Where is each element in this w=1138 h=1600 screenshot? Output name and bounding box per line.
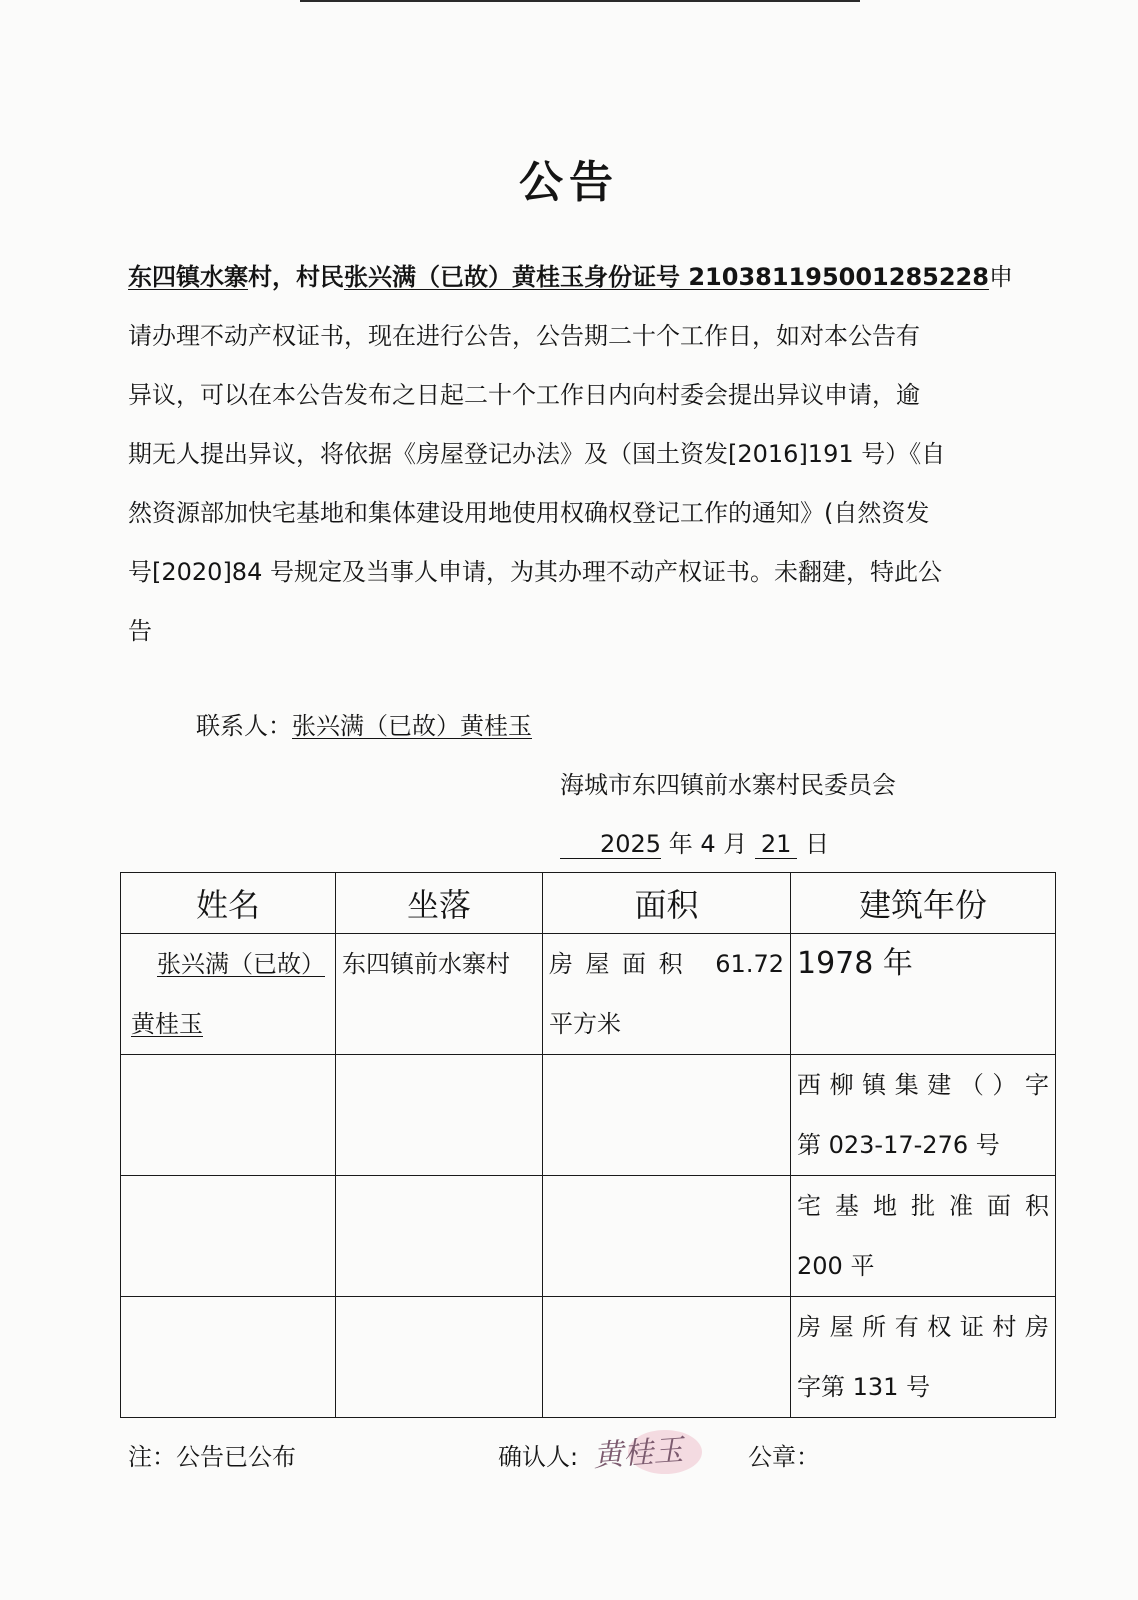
table-row — [121, 1055, 1056, 1176]
date-month: 4 — [700, 830, 716, 858]
approval-no-line-2: 第 023-17-276 号 — [797, 1131, 1000, 1159]
ownership-cert-line-1: 房屋所有权证村房 — [797, 1313, 1049, 1341]
date-day-unit: 日 — [797, 830, 830, 858]
empty-cell — [121, 1176, 336, 1297]
empty-cell — [336, 1055, 543, 1176]
committee-name: 海城市东四镇前水寨村民委员会 — [560, 771, 896, 799]
contact-line — [196, 706, 532, 741]
footer-note: 注：公告已公布 — [128, 1443, 296, 1471]
cell-location: 东四镇前水寨村 — [336, 934, 543, 1055]
body-line-3: 异议，可以在本公告发布之日起二十个工作日内向村委会提出异议申请，逾 — [128, 381, 920, 409]
villager-label: 村，村民 — [248, 263, 344, 291]
handwritten-signature: 黄桂玉 — [592, 1432, 685, 1475]
empty-cell — [336, 1176, 543, 1297]
cell-ownership-cert — [791, 1297, 1056, 1418]
date-year: 2025 — [560, 830, 661, 859]
area-value: 房屋面积 61.72 — [549, 950, 784, 978]
body-line-4: 期无人提出异议，将依据《房屋登记办法》及（国土资发[2016]191 号）《自 — [128, 440, 946, 468]
body-line-1 — [128, 257, 1013, 292]
empty-cell — [543, 1176, 791, 1297]
homestead-area-line-1: 宅基地批准面积 — [797, 1192, 1049, 1220]
property-table — [120, 872, 1056, 1418]
contact-label: 联系人： — [196, 712, 292, 740]
header-area: 面积 — [543, 873, 791, 934]
contact-value: 张兴满（已故）黄桂玉 — [292, 712, 532, 740]
cell-build-year: 1978 年 — [791, 934, 1056, 1055]
empty-cell — [543, 1297, 791, 1418]
confirm-label: 确认人: — [498, 1443, 579, 1471]
date-month-unit: 月 — [715, 830, 755, 858]
table-row — [121, 1297, 1056, 1418]
empty-cell — [121, 1055, 336, 1176]
header-build-year: 建筑年份 — [791, 873, 1056, 934]
date-year-unit: 年 — [661, 830, 701, 858]
table-row — [121, 1176, 1056, 1297]
empty-cell — [121, 1297, 336, 1418]
village-name: 东四镇水寨 — [128, 263, 248, 291]
approval-no-line-1: 西柳镇集建（）字 — [797, 1071, 1049, 1099]
table-row — [121, 934, 1056, 1055]
body-line-1-tail: 申 — [988, 263, 1013, 291]
empty-cell — [543, 1055, 791, 1176]
applicant-id: 张兴满（已故）黄桂玉身份证号 210381195001285228 — [344, 263, 989, 291]
header-name: 姓名 — [121, 873, 336, 934]
area-unit: 平方米 — [549, 1010, 621, 1038]
notice-date — [560, 824, 829, 859]
empty-cell — [336, 1297, 543, 1418]
table-header-row — [121, 873, 1056, 934]
ownership-cert-line-2: 字第 131 号 — [797, 1373, 931, 1401]
body-line-6: 号[2020]84 号规定及当事人申请，为其办理不动产权证书。未翻建，特此公 — [128, 558, 942, 586]
cell-approval-no — [791, 1055, 1056, 1176]
cell-name — [121, 934, 336, 1055]
owner-name-2: 黄桂玉 — [131, 1010, 203, 1038]
cell-area — [543, 934, 791, 1055]
body-line-7: 告 — [128, 617, 152, 645]
seal-label: 公章： — [748, 1443, 820, 1471]
body-line-2: 请办理不动产权证书，现在进行公告，公告期二十个工作日，如对本公告有 — [128, 322, 920, 350]
header-location: 坐落 — [336, 873, 543, 934]
homestead-area-line-2: 200 平 — [797, 1252, 875, 1280]
body-line-5: 然资源部加快宅基地和集体建设用地使用权确权登记工作的通知》(自然资发 — [128, 499, 930, 527]
top-rule — [300, 0, 860, 2]
date-day: 21 — [755, 830, 798, 859]
cell-homestead-area — [791, 1176, 1056, 1297]
notice-title: 公告 — [519, 157, 619, 208]
owner-name-1: 张兴满（已故） — [157, 950, 325, 978]
